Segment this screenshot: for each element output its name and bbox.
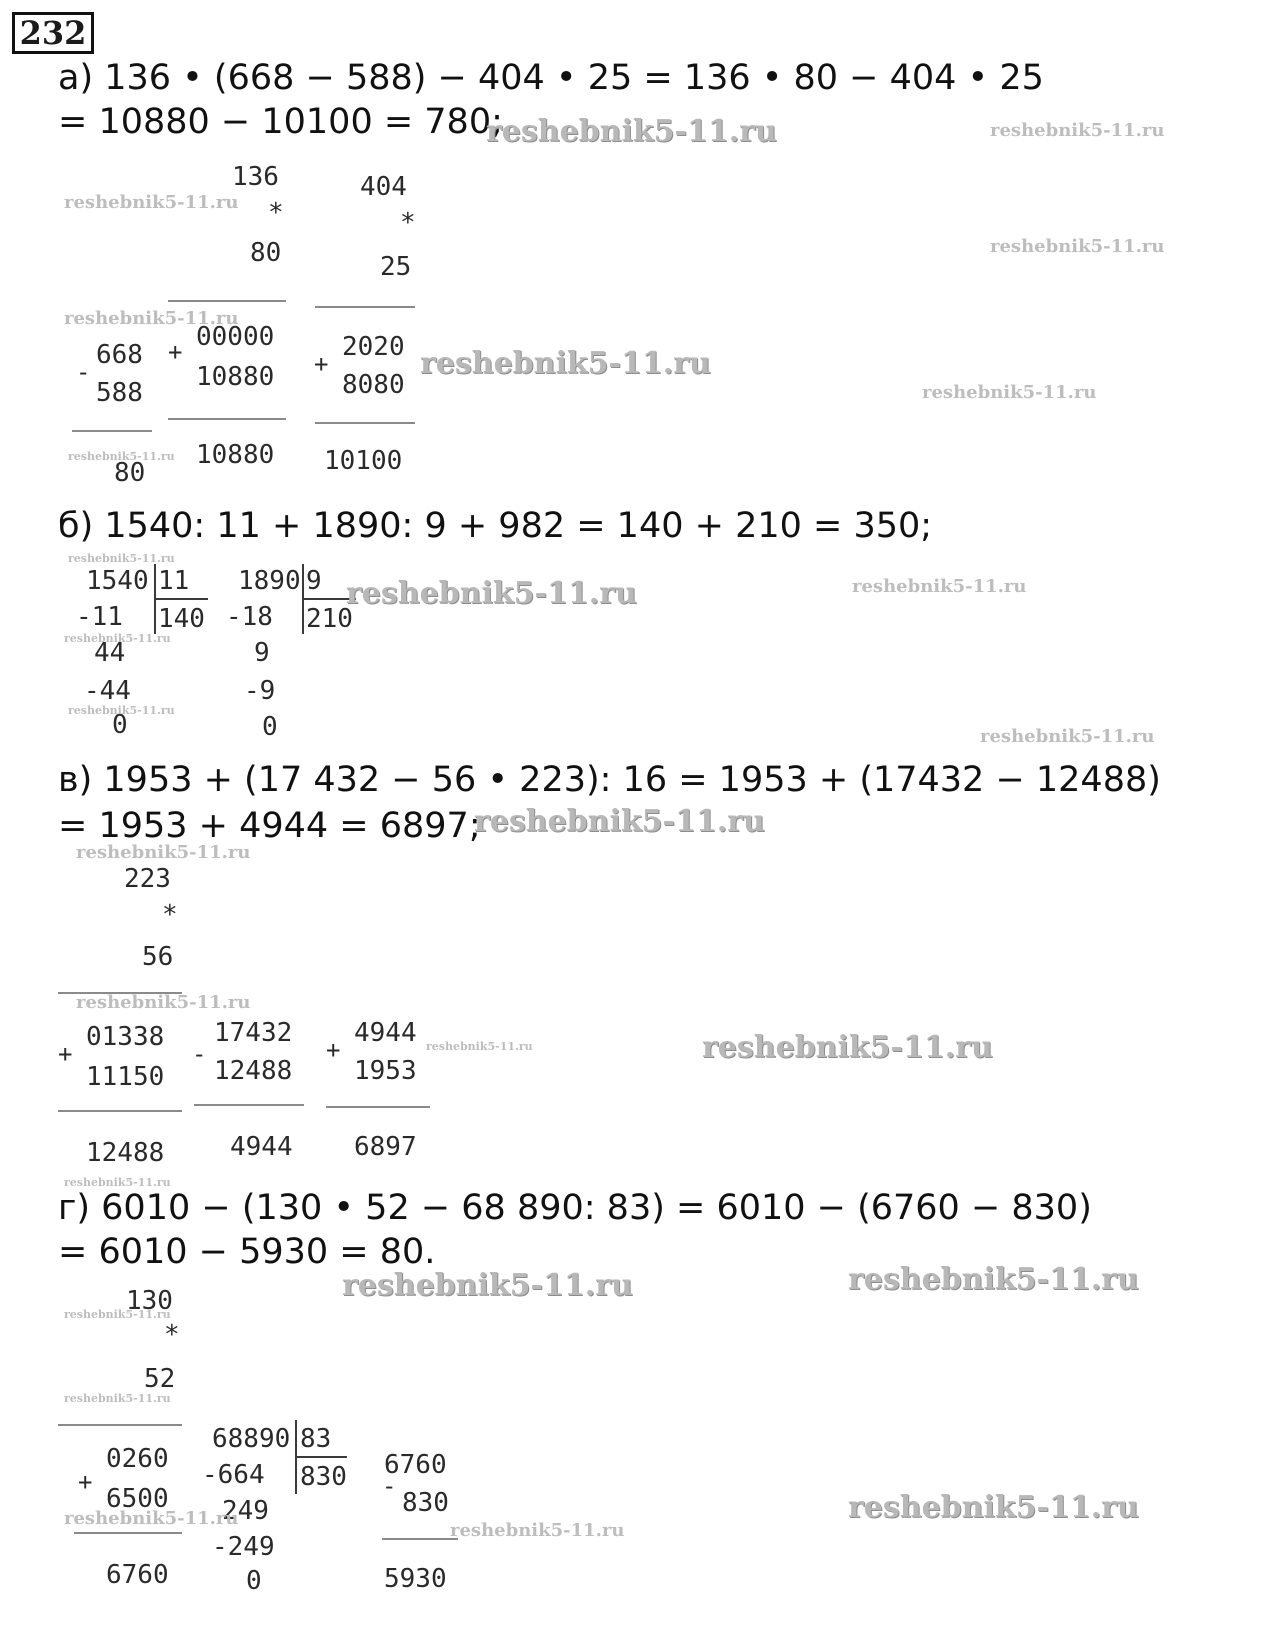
b-div2-divisor: 9 <box>306 566 322 596</box>
a-mul2-top: 404 <box>360 172 407 202</box>
g-div-rem-2: 0 <box>246 1566 262 1596</box>
v-mul-partial-2: 11150 <box>86 1062 165 1092</box>
a-mul2-partial-2: 8080 <box>342 370 405 400</box>
g-mul-bottom: 52 <box>144 1364 176 1394</box>
b-div1-rem-2: 0 <box>112 710 128 740</box>
watermark: reshebnik5-11.ru <box>342 1268 633 1303</box>
watermark: reshebnik5-11.ru <box>76 842 251 863</box>
watermark: reshebnik5-11.ru <box>450 1520 625 1541</box>
a-sub-result: 80 <box>114 458 146 488</box>
v-mul-sum: 12488 <box>86 1138 165 1168</box>
watermark: reshebnik5-11.ru <box>76 992 251 1013</box>
a-sub-line <box>72 430 152 432</box>
b-div2-rem-1: 9 <box>254 638 270 668</box>
problem-number: 232 <box>12 12 94 54</box>
v-sub-top: 17432 <box>214 1018 293 1048</box>
watermark: reshebnik5-11.ru <box>64 1508 239 1529</box>
b-div1-sub-2: -44 <box>84 676 131 706</box>
g-div-quotient: 830 <box>300 1462 347 1492</box>
watermark: reshebnik5-11.ru <box>64 192 239 213</box>
part-v-line-1: в) 1953 + (17 432 − 56 • 223): 16 = 1953 + (17432 − 12488) <box>58 760 1161 800</box>
v-add-top: 4944 <box>354 1018 417 1048</box>
watermark: reshebnik5-11.ru <box>486 114 777 149</box>
g-mul-plus: + <box>78 1468 93 1496</box>
a-mul1-plus: + <box>168 338 183 366</box>
watermark: reshebnik5-11.ru <box>980 726 1155 747</box>
a-mul2-partial-1: 2020 <box>342 332 405 362</box>
a-mul1-line-1 <box>168 300 286 302</box>
a-mul2-line-1 <box>315 306 415 308</box>
watermark: reshebnik5-11.ru <box>426 1040 533 1053</box>
watermark: reshebnik5-11.ru <box>68 450 175 463</box>
b-div1-divisor: 11 <box>158 566 190 596</box>
v-mul-partial-1: 01338 <box>86 1022 165 1052</box>
a-mul1-top: 136 <box>232 162 279 192</box>
b-div1-quotient-line <box>154 598 208 600</box>
watermark: reshebnik5-11.ru <box>64 1392 171 1405</box>
g-sub-top: 6760 <box>384 1450 447 1480</box>
a-mul1-partial-2: 10880 <box>196 362 275 392</box>
v-mul-line-2 <box>58 1110 182 1112</box>
b-div1-sub-1: -11 <box>76 602 123 632</box>
watermark: reshebnik5-11.ru <box>68 704 175 717</box>
watermark: reshebnik5-11.ru <box>848 1490 1139 1525</box>
a-mul2-sum: 10100 <box>324 446 403 476</box>
a-mul2-plus: + <box>314 350 329 378</box>
v-mul-bottom: 56 <box>142 942 174 972</box>
a-sub-minus: - <box>76 358 91 386</box>
b-div1-rem-1: 44 <box>94 638 126 668</box>
g-mul-line-1 <box>58 1424 182 1426</box>
g-sub-line <box>382 1538 458 1540</box>
g-div-sub-2: -249 <box>212 1532 275 1562</box>
watermark: reshebnik5-11.ru <box>474 804 765 839</box>
v-add-line <box>326 1106 430 1108</box>
watermark: reshebnik5-11.ru <box>346 576 637 611</box>
a-sub-top: 668 <box>96 340 143 370</box>
a-mul1-bottom: 80 <box>250 238 282 268</box>
v-sub-line <box>194 1104 304 1106</box>
b-div2-sub-1: -18 <box>226 602 273 632</box>
a-mul2-bottom: 25 <box>380 252 412 282</box>
v-mul-top: 223 <box>124 864 171 894</box>
g-div-divisor: 83 <box>300 1424 332 1454</box>
v-mul-plus: + <box>58 1040 73 1068</box>
watermark: reshebnik5-11.ru <box>702 1030 993 1065</box>
watermark: reshebnik5-11.ru <box>420 346 711 381</box>
g-div-sub-1: -664 <box>202 1460 265 1490</box>
watermark: reshebnik5-11.ru <box>64 632 171 645</box>
b-div2-rem-2: 0 <box>262 712 278 742</box>
watermark: reshebnik5-11.ru <box>64 308 239 329</box>
v-add-result: 6897 <box>354 1132 417 1162</box>
g-mul-partial-2: 6500 <box>106 1484 169 1514</box>
a-mul1-line-2 <box>168 418 286 420</box>
a-mul2-line-2 <box>315 422 415 424</box>
a-mul1-sum: 10880 <box>196 440 275 470</box>
g-mul-op: * <box>164 1320 180 1350</box>
part-g-line-1: г) 6010 − (130 • 52 − 68 890: 83) = 6010 − (6760 − 830) <box>58 1188 1092 1228</box>
part-a-line-2: = 10880 − 10100 = 780; <box>58 102 503 142</box>
g-mul-sum: 6760 <box>106 1560 169 1590</box>
g-sub-result: 5930 <box>384 1564 447 1594</box>
part-b-line-1: б) 1540: 11 + 1890: 9 + 982 = 140 + 210 = 350; <box>58 506 933 546</box>
a-mul1-partial-1: 00000 <box>196 322 275 352</box>
b-div1-quotient: 140 <box>158 604 205 634</box>
v-mul-op: * <box>162 900 178 930</box>
watermark: reshebnik5-11.ru <box>68 552 175 565</box>
watermark: reshebnik5-11.ru <box>922 382 1097 403</box>
g-mul-partial-1: 0260 <box>106 1444 169 1474</box>
v-sub-bottom: 12488 <box>214 1056 293 1086</box>
part-g-line-2: = 6010 − 5930 = 80. <box>58 1232 436 1272</box>
v-add-bottom: 1953 <box>354 1056 417 1086</box>
g-sub-minus: - <box>382 1472 397 1500</box>
b-div2-dividend: 1890 <box>238 566 301 596</box>
b-div1-dividend: 1540 <box>86 566 149 596</box>
watermark: reshebnik5-11.ru <box>848 1262 1139 1297</box>
watermark: reshebnik5-11.ru <box>990 120 1165 141</box>
watermark: reshebnik5-11.ru <box>990 236 1165 257</box>
g-mul-line-2 <box>74 1532 182 1534</box>
watermark: reshebnik5-11.ru <box>64 1308 171 1321</box>
g-sub-bottom: 830 <box>402 1488 449 1518</box>
b-div2-sub-2: -9 <box>244 676 276 706</box>
g-div-dividend: 68890 <box>212 1424 291 1454</box>
b-div2-quotient: 210 <box>306 604 353 634</box>
watermark: reshebnik5-11.ru <box>852 576 1027 597</box>
a-sub-bottom: 588 <box>96 378 143 408</box>
watermark: reshebnik5-11.ru <box>64 1176 171 1189</box>
g-div-quotient-line <box>295 1456 347 1458</box>
v-add-plus: + <box>326 1036 341 1064</box>
g-div-rem-1: 249 <box>222 1496 269 1526</box>
v-sub-result: 4944 <box>230 1132 293 1162</box>
g-mul-top: 130 <box>126 1286 173 1316</box>
part-a-line-1: а) 136 • (668 − 588) − 404 • 25 = 136 • 80 − 404 • 25 <box>58 58 1044 98</box>
a-mul2-op: * <box>400 208 416 238</box>
v-sub-minus: - <box>192 1040 207 1068</box>
part-v-line-2: = 1953 + 4944 = 6897; <box>58 806 481 846</box>
a-mul1-op: * <box>268 198 284 228</box>
